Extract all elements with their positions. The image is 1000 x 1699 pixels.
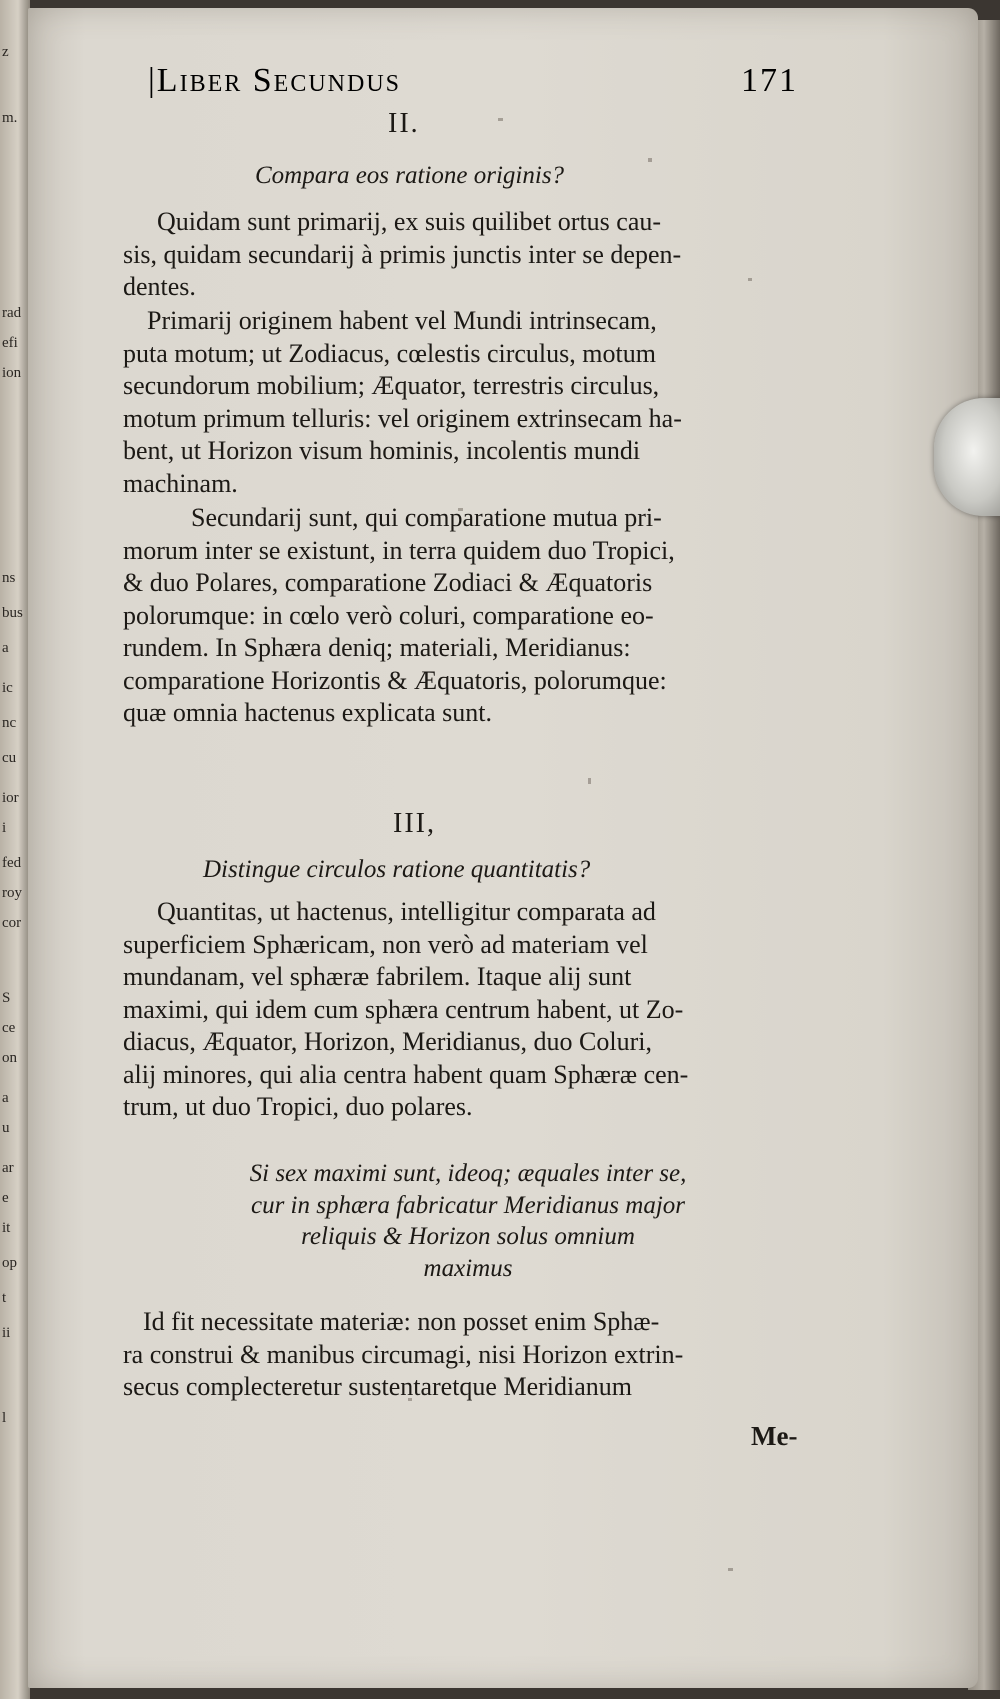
scholium: Si sex maximi sunt, ideoq; æquales inter se, cur in sphæra fabricatur Meridianus major reliquis & Horizon solus omnium maximus — [249, 1160, 687, 1282]
margin-fragment: op — [2, 1255, 17, 1271]
paragraph: Secundarij sunt, qui comparatione mutua pri- morum inter se existunt, in terra quidem duo Tropici, & duo Polares, comparatione Zodiaci & Æquatoris polorumque: in cœlo verò coluri, comparatione eo- rundem. In Sphæra deniq; materiali, Meridianus: comparatione Horizontis & Æquatoris, polorumque: quæ omnia hactenus explicata sunt. — [123, 503, 675, 727]
margin-fragment: e — [2, 1190, 9, 1206]
paragraph: Primarij originem habent vel Mundi intrinsecam, puta motum; ut Zodiacus, cœlestis circulus, motum secundorum mobilium; Æquator, terrestris circulus, motum primum telluris: vel originem extrinsecam ha- bent, ut Horizon visum hominis, incolentis mundi machinam. — [123, 306, 682, 498]
foxing-speck — [408, 1398, 412, 1401]
paragraph: Quantitas, ut hactenus, intelligitur comparata ad superficiem Sphæricam, non verò ad materiam vel mundanam, vel sphæræ fabrilem. Itaque alij sunt maximi, qui idem cum sphæra centrum habent, ut Zo- diacus, Æquator, Horizon, Meridianus, duo Coluri, alij minores, qui alia centra habent quam Sphæræ cen- trum, ut duo Tropici, duo polares. — [123, 897, 689, 1121]
margin-fragment: roy — [2, 885, 22, 901]
margin-fragment: t — [2, 1290, 7, 1306]
previous-page-edge — [0, 0, 30, 1699]
margin-fragment: ion — [2, 365, 22, 381]
section-question: Distingue circulos ratione quantitatis? — [203, 856, 591, 883]
margin-fragment: rad — [2, 305, 22, 321]
margin-fragment: S — [2, 990, 11, 1006]
margin-fragment: it — [2, 1220, 11, 1236]
foxing-speck — [728, 1568, 733, 1571]
margin-fragment: nc — [2, 715, 17, 731]
foxing-speck — [588, 778, 591, 784]
paragraph: Id fit necessitate materiæ: non posset enim Sphæ- ra construi & manibus circumagi, nisi Horizon extrin- secus complecteretur sustentaretque Meridianum — [123, 1307, 684, 1401]
margin-fragment: u — [2, 1120, 10, 1136]
margin-fragment: ic — [2, 680, 13, 696]
margin-fragment: efi — [2, 335, 18, 351]
page-number: 171 — [741, 62, 798, 99]
margin-fragment: ii — [2, 1325, 11, 1341]
running-head-title: |Liber Secundus — [148, 62, 401, 99]
paragraph: Quidam sunt primarij, ex suis quilibet ortus cau- sis, quidam secundarij à primis junctis inter se depen- dentes. — [123, 207, 682, 301]
margin-fragment: l — [2, 1410, 7, 1426]
foxing-speck — [648, 158, 652, 162]
margin-fragment: bus — [2, 605, 23, 621]
margin-fragment: ce — [2, 1020, 16, 1036]
margin-fragment: z — [2, 44, 9, 60]
margin-fragment: on — [2, 1050, 17, 1066]
foxing-speck — [458, 508, 463, 511]
margin-fragment: m. — [2, 110, 18, 126]
margin-fragment: ar — [2, 1160, 14, 1176]
margin-fragment: a — [2, 640, 9, 656]
margin-fragment: i — [2, 820, 7, 836]
foxing-speck — [498, 118, 503, 121]
margin-fragment: fed — [2, 855, 22, 871]
margin-fragment: cor — [2, 915, 22, 931]
margin-fragment: ns — [2, 570, 16, 586]
margin-fragment: a — [2, 1090, 9, 1106]
section-question: Compara eos ratione originis? — [255, 162, 565, 189]
section-number: III, — [393, 808, 436, 839]
book-page — [28, 8, 978, 1688]
catchword: Me- — [751, 1421, 798, 1451]
margin-fragment: cu — [2, 750, 17, 766]
foxing-speck — [748, 278, 752, 281]
section-number: II. — [388, 108, 420, 139]
margin-fragment: ior — [2, 790, 19, 806]
running-head — [148, 56, 798, 99]
